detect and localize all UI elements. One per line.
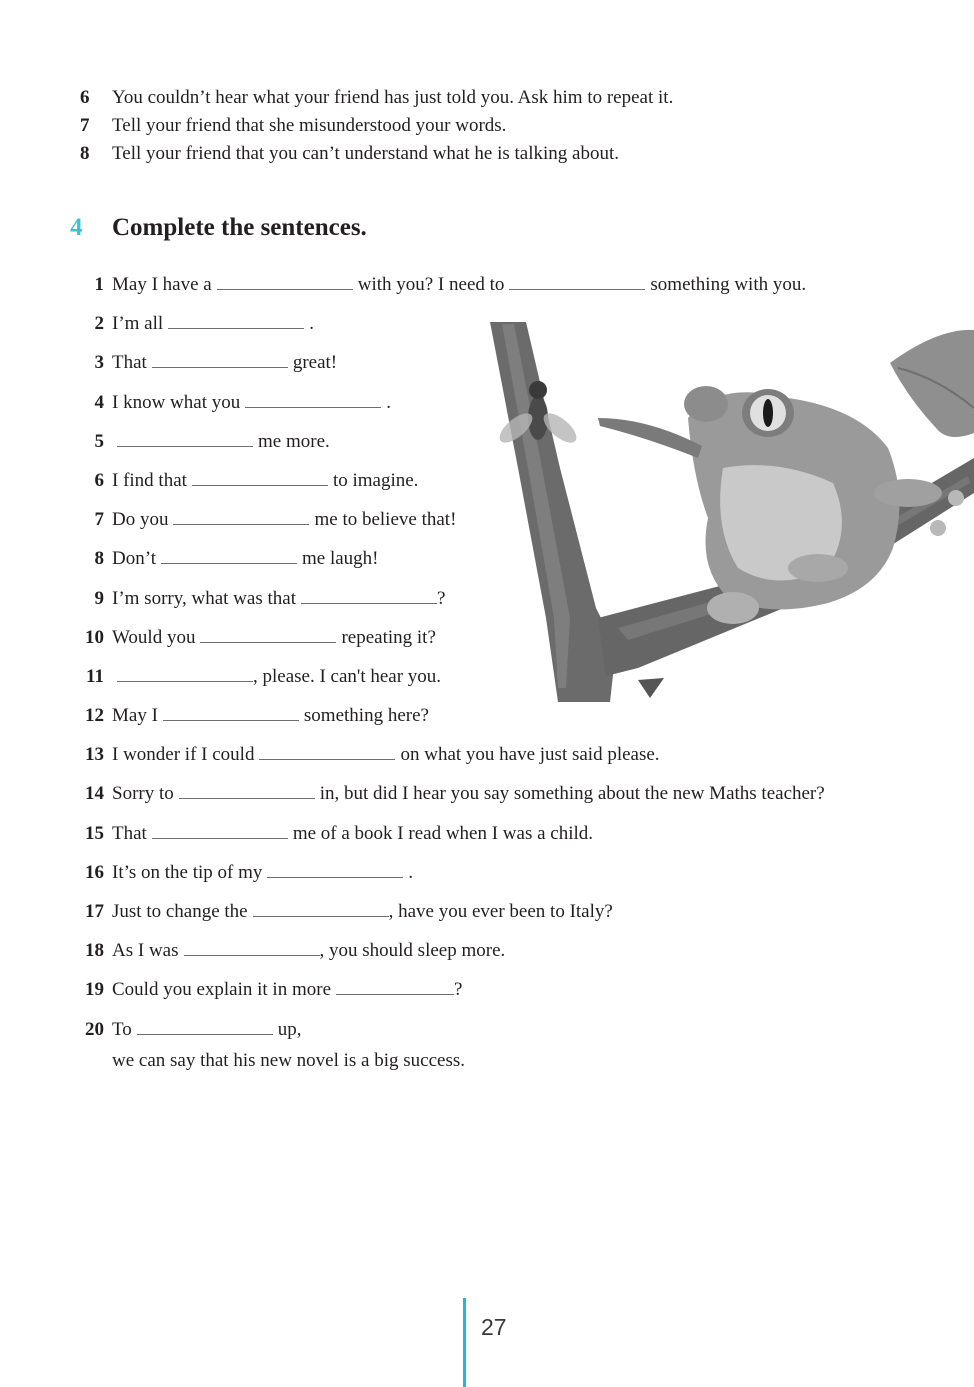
item-text: To bbox=[112, 1018, 132, 1040]
item-text: Just to change the bbox=[112, 901, 248, 922]
item-text: I find that bbox=[112, 469, 187, 491]
item-number: 19 bbox=[85, 979, 104, 1001]
item-number: 4 bbox=[94, 391, 104, 413]
item-number: 9 bbox=[94, 587, 104, 609]
exercise-item bbox=[80, 777, 825, 816]
item-number: 12 bbox=[85, 705, 104, 727]
item-text: . bbox=[386, 391, 391, 413]
item-text: , have you ever been to Italy? bbox=[388, 901, 613, 922]
answer-blank[interactable] bbox=[137, 1033, 273, 1035]
item-text: ? bbox=[454, 979, 463, 1001]
answer-blank[interactable] bbox=[168, 327, 304, 329]
exercise-item bbox=[80, 817, 825, 856]
answer-blank[interactable] bbox=[301, 602, 437, 604]
page-number-divider bbox=[463, 1298, 466, 1387]
item-text: You couldn’t hear what your friend has just told you. Ask him to repeat it. bbox=[112, 87, 674, 108]
item-number: 11 bbox=[86, 665, 104, 687]
item-text: As I was bbox=[112, 940, 179, 962]
item-number: 3 bbox=[94, 352, 104, 374]
item-number: 7 bbox=[94, 509, 104, 531]
previous-item bbox=[80, 84, 673, 112]
section-title: Complete the sentences. bbox=[112, 214, 367, 241]
item-text: I wonder if I could bbox=[112, 744, 255, 766]
item-text: May I bbox=[112, 705, 158, 727]
item-number: 16 bbox=[85, 861, 104, 883]
exercise-item bbox=[80, 856, 825, 895]
exercise-item bbox=[80, 738, 825, 777]
item-text: repeating it? bbox=[341, 626, 436, 648]
item-number: 1 bbox=[94, 274, 104, 295]
item-text: That bbox=[112, 352, 147, 374]
exercise-item bbox=[80, 895, 825, 934]
item-text: Do you bbox=[112, 509, 169, 531]
item-number: 14 bbox=[85, 783, 104, 805]
item-text: That bbox=[112, 822, 147, 844]
answer-blank[interactable] bbox=[152, 837, 288, 839]
item-text: me to believe that! bbox=[314, 509, 457, 531]
answer-blank[interactable] bbox=[173, 523, 309, 525]
answer-blank[interactable] bbox=[161, 562, 297, 564]
exercise-item bbox=[80, 973, 825, 1012]
item-text: I’m all bbox=[112, 313, 164, 335]
answer-blank[interactable] bbox=[336, 993, 454, 995]
item-text: Could you explain it in more bbox=[112, 979, 332, 1001]
frog bbox=[598, 386, 964, 624]
answer-blank[interactable] bbox=[192, 484, 328, 486]
item-text: Would you bbox=[112, 626, 196, 648]
item-text: Sorry to bbox=[112, 783, 174, 805]
item-text: great! bbox=[292, 352, 338, 374]
answer-blank[interactable] bbox=[509, 288, 645, 290]
item-number: 6 bbox=[94, 469, 104, 491]
item-text: , please. I can't hear you. bbox=[253, 665, 442, 687]
previous-exercise-list bbox=[80, 84, 673, 168]
item-number: 6 bbox=[80, 87, 90, 108]
answer-blank[interactable] bbox=[217, 288, 353, 290]
item-continuation: we can say that his new novel is a big success. bbox=[112, 1049, 465, 1071]
previous-item bbox=[80, 140, 673, 168]
answer-blank[interactable] bbox=[163, 719, 299, 721]
item-text: me of a book I read when I was a child. bbox=[292, 822, 594, 844]
leaf bbox=[890, 330, 974, 437]
item-number: 18 bbox=[85, 940, 104, 962]
item-number: 13 bbox=[85, 744, 104, 766]
answer-blank[interactable] bbox=[245, 406, 381, 408]
item-number: 10 bbox=[85, 626, 104, 648]
item-number: 2 bbox=[94, 313, 104, 335]
item-text: to imagine. bbox=[332, 469, 419, 491]
answer-blank[interactable] bbox=[179, 797, 315, 799]
item-number: 5 bbox=[94, 430, 104, 452]
item-text: me more. bbox=[258, 430, 330, 452]
answer-blank[interactable] bbox=[184, 954, 320, 956]
item-text: I know what you bbox=[112, 391, 241, 413]
answer-blank[interactable] bbox=[117, 680, 253, 682]
item-text: in, but did I hear you say something about the new Maths teacher? bbox=[319, 783, 825, 805]
item-text: . bbox=[408, 861, 414, 883]
item-text: with you? I need to bbox=[357, 274, 505, 295]
section-heading bbox=[70, 214, 367, 242]
item-text: . bbox=[309, 313, 314, 335]
item-number: 15 bbox=[85, 822, 104, 844]
frog-illustration bbox=[488, 318, 974, 702]
exercise-item bbox=[80, 268, 825, 307]
exercise-item bbox=[80, 699, 825, 738]
answer-blank[interactable] bbox=[117, 445, 253, 447]
item-text: something here? bbox=[303, 705, 429, 727]
item-text: me laugh! bbox=[301, 548, 379, 570]
item-text: Tell your friend that she misunderstood your words. bbox=[112, 115, 507, 136]
item-text: May I have a bbox=[112, 274, 212, 295]
page-number: 27 bbox=[481, 1314, 507, 1340]
section-number: 4 bbox=[70, 214, 83, 241]
item-text: Don’t bbox=[112, 548, 156, 570]
item-text: on what you have just said please. bbox=[400, 744, 660, 766]
answer-blank[interactable] bbox=[253, 915, 389, 917]
vertical-branch bbox=[490, 322, 616, 702]
item-number: 7 bbox=[80, 115, 90, 136]
answer-blank[interactable] bbox=[152, 366, 288, 368]
item-text: I’m sorry, what was that bbox=[112, 587, 296, 609]
answer-blank[interactable] bbox=[259, 758, 395, 760]
item-number: 8 bbox=[80, 143, 90, 164]
item-number: 8 bbox=[94, 548, 104, 570]
previous-item bbox=[80, 112, 673, 140]
item-text: up, bbox=[277, 1018, 302, 1040]
item-text: something with you. bbox=[650, 274, 807, 295]
item-text: ? bbox=[436, 587, 446, 609]
exercise-item bbox=[80, 934, 825, 973]
item-text: It’s on the tip of my bbox=[112, 861, 263, 883]
item-text: , you should sleep more. bbox=[319, 940, 506, 962]
item-number: 17 bbox=[85, 901, 104, 922]
item-text: Tell your friend that you can’t understand what he is talking about. bbox=[112, 143, 619, 164]
answer-blank[interactable] bbox=[267, 876, 403, 878]
answer-blank[interactable] bbox=[200, 641, 336, 643]
item-number: 20 bbox=[85, 1018, 104, 1040]
